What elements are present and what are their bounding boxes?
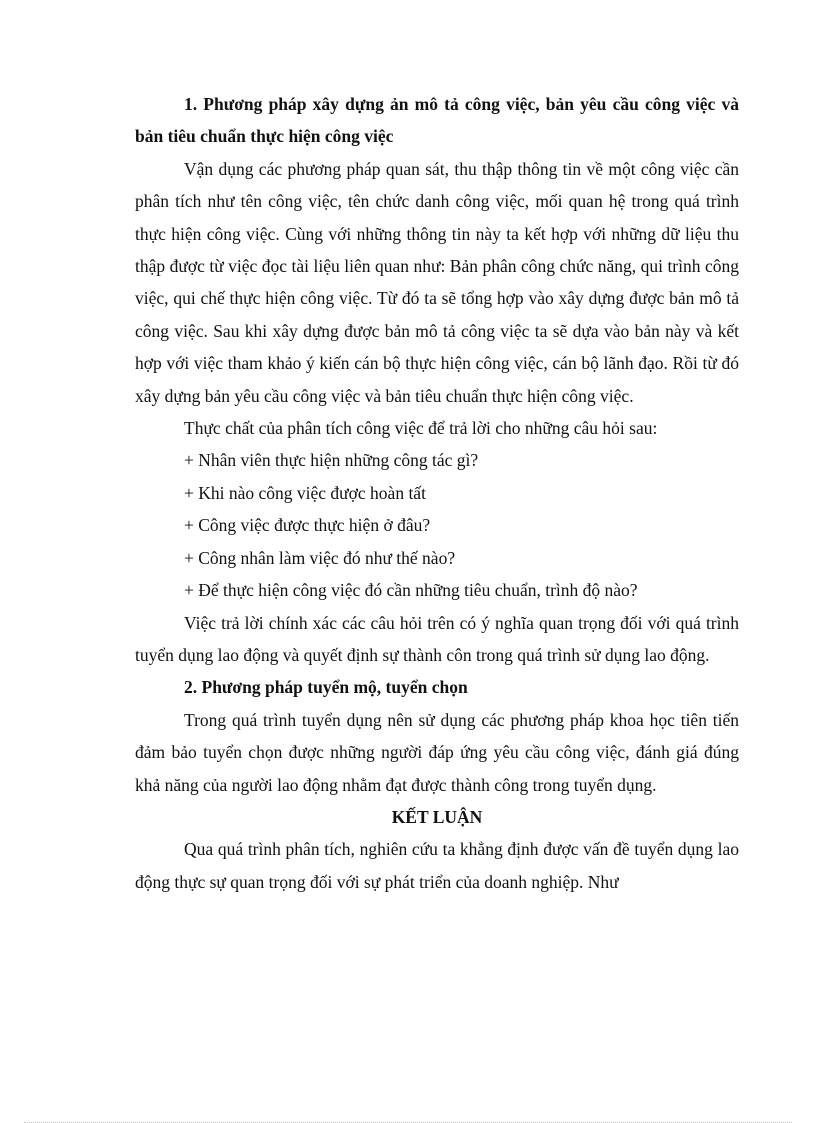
section-1-paragraph-3: Việc trả lời chính xác các câu hỏi trên có ý nghĩa quan trọng đối với quá trình tuyển dụng lao động và quyết định sự thành côn trong quá trình sử dụng lao động.	[135, 612, 739, 665]
conclusion-paragraph-1: Qua quá trình phân tích, nghiên cứu ta khẳng định được vấn đề tuyển dụng lao động thực sự quan trọng đối với sự phát triển của doanh nghiệp. Như	[135, 839, 739, 892]
section-1-heading: 1. Phương pháp xây dựng ản mô tả công việc, bản yêu cầu công việc và bản tiêu chuẩn thực hiện công việc	[135, 94, 739, 147]
conclusion-title: KẾT LUẬN	[391, 806, 483, 827]
section-2-paragraph-1: Trong quá trình tuyển dụng nên sử dụng các phương pháp khoa học tiên tiến đảm bảo tuyển chọn được những người đáp ứng yêu cầu công việc, đánh giá đúng khả năng của người lao động nhằm đạt được thành công trong tuyển dụng.	[135, 709, 739, 795]
question-item-1: + Nhân viên thực hiện những công tác gì?	[184, 450, 479, 471]
section-1-paragraph-2: Thực chất của phân tích công việc để trả lời cho những câu hỏi sau:	[184, 418, 658, 439]
question-item-5: + Để thực hiện công việc đó cần những tiêu chuẩn, trình độ nào?	[184, 580, 638, 601]
question-item-2: + Khi nào công việc được hoàn tất	[184, 482, 426, 503]
question-item-4: + Công nhân làm việc đó như thế nào?	[184, 547, 456, 568]
section-1-paragraph-1: Vận dụng các phương pháp quan sát, thu thập thông tin về một công việc cần phân tích như tên công việc, tên chức danh công việc, mối quan hệ trong quá trình thực hiện công việc. Cùng với những thông tin này ta kết hợp với những dữ liệu thu thập được từ việc đọc tài liệu liên quan như: Bản phân công chức năng, qui trình công việc, qui chế thực hiện công việc. Từ đó ta sẽ tổng hợp vào xây dựng được bản mô tả công việc. Sau khi xây dựng được bản mô tả công việc ta sẽ dựa vào bản này và kết hợp với việc tham khảo ý kiến cán bộ thực hiện công việc, cán bộ lãnh đạo. Rồi từ đó xây dựng bản yêu cầu công việc và bản tiêu chuẩn thực hiện công việc.	[135, 158, 739, 406]
section-2-heading: 2. Phương pháp tuyển mộ, tuyển chọn	[184, 677, 468, 698]
document-body	[135, 88, 739, 898]
question-item-3: + Công việc được thực hiện ở đâu?	[184, 515, 431, 536]
